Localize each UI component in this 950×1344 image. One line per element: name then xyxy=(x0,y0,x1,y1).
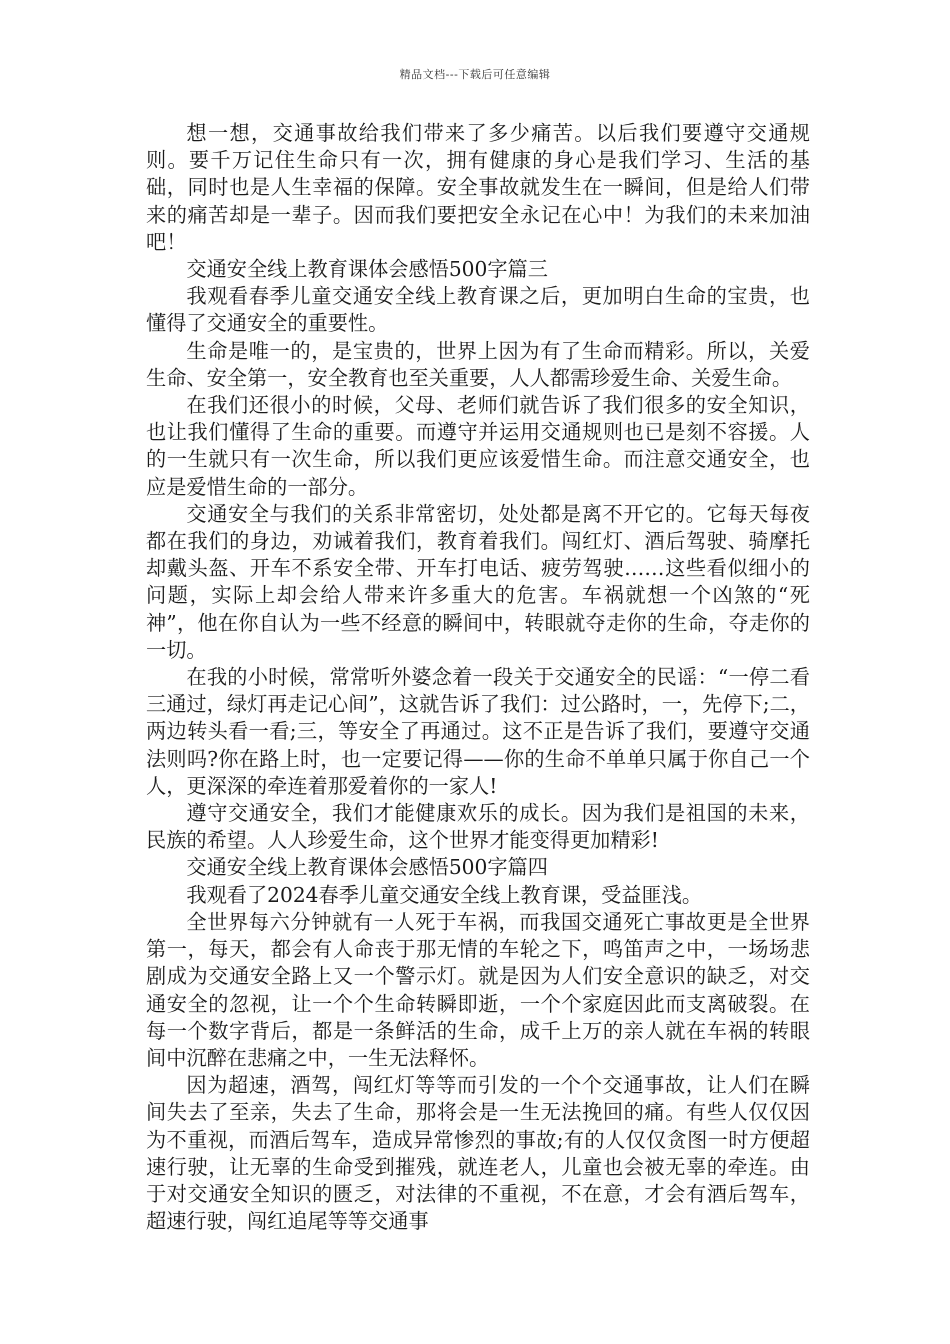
paragraph: 想一想，交通事故给我们带来了多少痛苦。以后我们要遵守交通规则。要千万记住生命只有一次，拥有健康的身心是我们学习、生活的基础，同时也是人生幸福的保障。安全事故就发生在一瞬间，但是给人们带来的痛苦却是一辈子。因而我们要把安全永记在心中！为我们的未来加油吧！ xyxy=(146,121,810,254)
paragraph: 因为超速，酒驾，闯红灯等等而引发的一个个交通事故，让人们在瞬间失去了至亲，失去了生命，那将会是一生无法挽回的痛。有些人仅仅因为不重视，而酒后驾车，造成异常惨烈的事故;有的人仅仅贪图一时方便超速行驶，让无辜的生命受到摧残，就连老人，儿童也会被无辜的牵连。由于对交通安全知识的匮乏，对法律的不重视，不在意，才会有酒后驾车，超速行驶，闯红追尾等等交通事 xyxy=(146,1073,810,1234)
section-heading: 交通安全线上教育课体会感悟500字篇三 xyxy=(186,257,548,282)
paragraph: 在我的小时候，常常听外婆念着一段关于交通安全的民谣：“一停二看三通过，绿灯再走记心间”，这就告诉了我们：过公路时，一，先停下;二，两边转头看一看;三，等安全了再通过。这不正是告诉了我们，要遵守交通法则吗?你在路上时，也一定要记得——你的生命不单单只属于你自己一个人，更深深的牵连着那爱着你的一家人! xyxy=(146,665,810,798)
section-heading: 交通安全线上教育课体会感悟500字篇四 xyxy=(186,855,548,880)
page-header: 精品文档---下载后可任意编辑 xyxy=(399,68,551,81)
paragraph: 我观看春季儿童交通安全线上教育课之后，更加明白生命的宝贵，也懂得了交通安全的重要性。 xyxy=(146,284,810,336)
document-body xyxy=(146,120,810,1235)
paragraph: 交通安全与我们的关系非常密切，处处都是离不开它的。它每天每夜都在我们的身边，劝诫着我们，教育着我们。闯红灯、酒后驾驶、骑摩托却戴头盔、开车不系安全带、开车打电话、疲劳驾驶……这些看似细小的问题，实际上却会给人带来许多重大的危害。车祸就想一个凶煞的“死神”，他在你自认为一些不经意的瞬间中，转眼就夺走你的生命，夺走你的一切。 xyxy=(146,501,810,662)
paragraph: 在我们还很小的时候，父母、老师们就告诉了我们很多的安全知识，也让我们懂得了生命的重要。而遵守并运用交通规则也已是刻不容援。人的一生就只有一次生命，所以我们更应该爱惜生命。而注意交通安全，也应是爱惜生命的一部分。 xyxy=(146,393,810,499)
paragraph: 全世界每六分钟就有一人死于车祸，而我国交通死亡事故更是全世界第一，每天，都会有人命丧于那无情的车轮之下，鸣笛声之中，一场场悲剧成为交通安全路上又一个警示灯。就是因为人们安全意识的缺乏，对交通安全的忽视，让一个个生命转瞬即逝，一个个家庭因此而支离破裂。在每一个数字背后，都是一条鲜活的生命，成千上万的亲人就在车祸的转眼间中沉醉在悲痛之中，一生无法释怀。 xyxy=(146,909,810,1070)
paragraph: 我观看了2024春季儿童交通安全线上教育课，受益匪浅。 xyxy=(186,882,703,907)
paragraph: 遵守交通安全，我们才能健康欢乐的成长。因为我们是祖国的未来，民族的希望。人人珍爱生命，这个世界才能变得更加精彩! xyxy=(146,801,810,853)
paragraph: 生命是唯一的，是宝贵的，世界上因为有了生命而精彩。所以，关爱生命、安全第一，安全教育也至关重要，人人都需珍爱生命、关爱生命。 xyxy=(146,338,810,390)
